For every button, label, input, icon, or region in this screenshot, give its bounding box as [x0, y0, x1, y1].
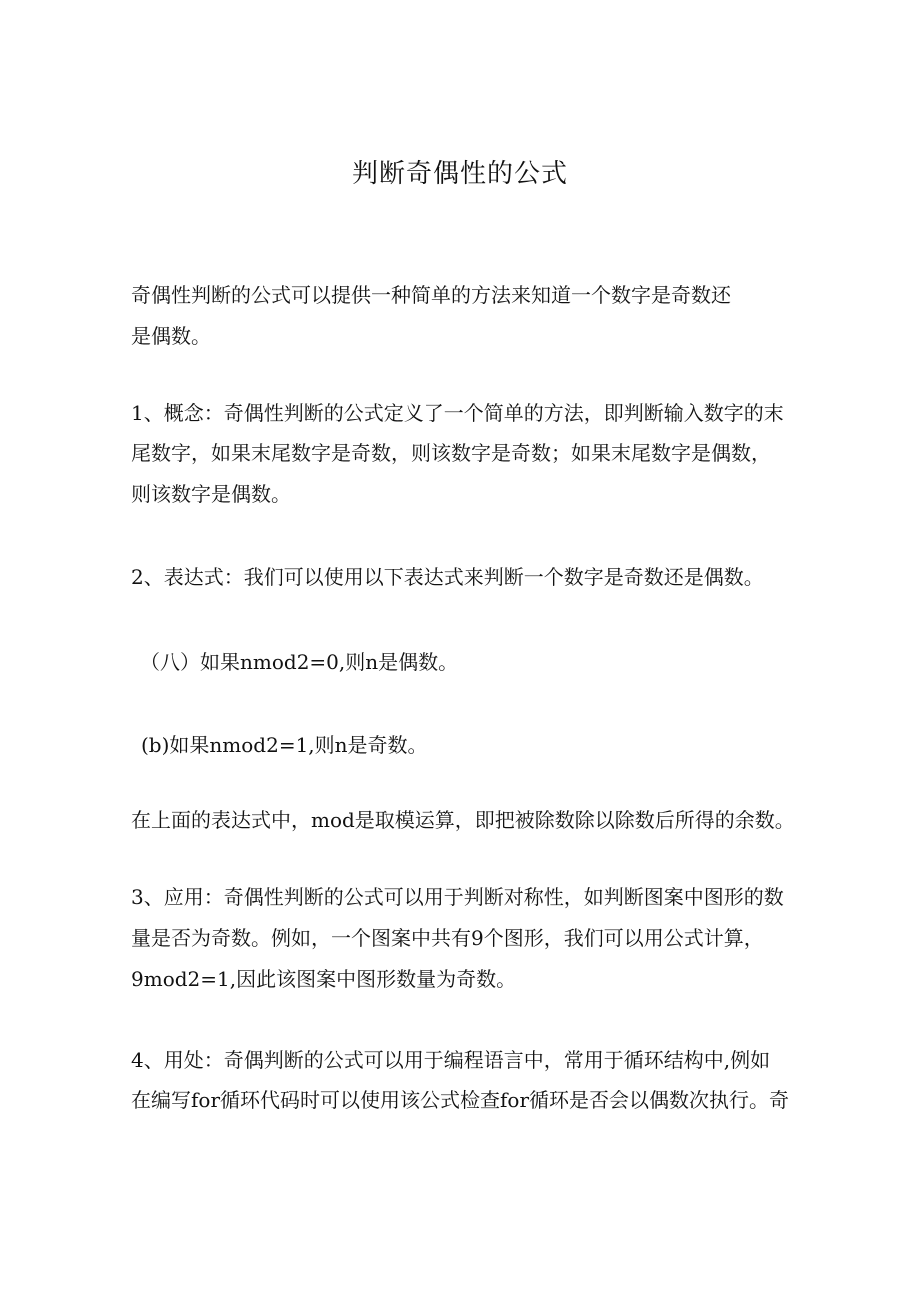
mod-explanation: 在上面的表达式中，mod是取模运算，即把被除数除以除数后所得的余数。	[131, 808, 795, 832]
intro-line-2: 是偶数。	[131, 324, 211, 348]
section-1-line-1: 1、概念：奇偶性判断的公式定义了一个简单的方法，即判断输入数字的末	[131, 401, 784, 425]
item-a: （八）如果nmod2=0,则n是偶数。	[140, 650, 459, 674]
section-4-line-1: 4、用处：奇偶判断的公式可以用于编程语言中，常用于循环结构中,例如	[131, 1048, 771, 1072]
page-title: 判断奇偶性的公式	[351, 159, 568, 189]
section-1-line-2: 尾数字，如果末尾数字是奇数，则该数字是奇数；如果末尾数字是偶数，	[131, 441, 771, 465]
section-2-line-1: 2、表达式：我们可以使用以下表达式来判断一个数字是奇数还是偶数。	[131, 565, 764, 589]
section-4-line-2: 在编写for循环代码时可以使用该公式检查for循环是否会以偶数次执行。奇	[131, 1088, 790, 1112]
intro-line-1: 奇偶性判断的公式可以提供一种简单的方法来知道一个数字是奇数还	[131, 283, 731, 307]
section-1-line-3: 则该数字是偶数。	[131, 482, 291, 506]
section-3-line-3: 9mod2=1,因此该图案中图形数量为奇数。	[131, 967, 517, 991]
item-b: (b)如果nmod2=1,则n是奇数。	[141, 733, 428, 757]
section-3-line-1: 3、应用：奇偶性判断的公式可以用于判断对称性，如判断图案中图形的数	[131, 885, 784, 909]
section-3-line-2: 量是否为奇数。例如，一个图案中共有9个图形，我们可以用公式计算，	[131, 926, 764, 950]
